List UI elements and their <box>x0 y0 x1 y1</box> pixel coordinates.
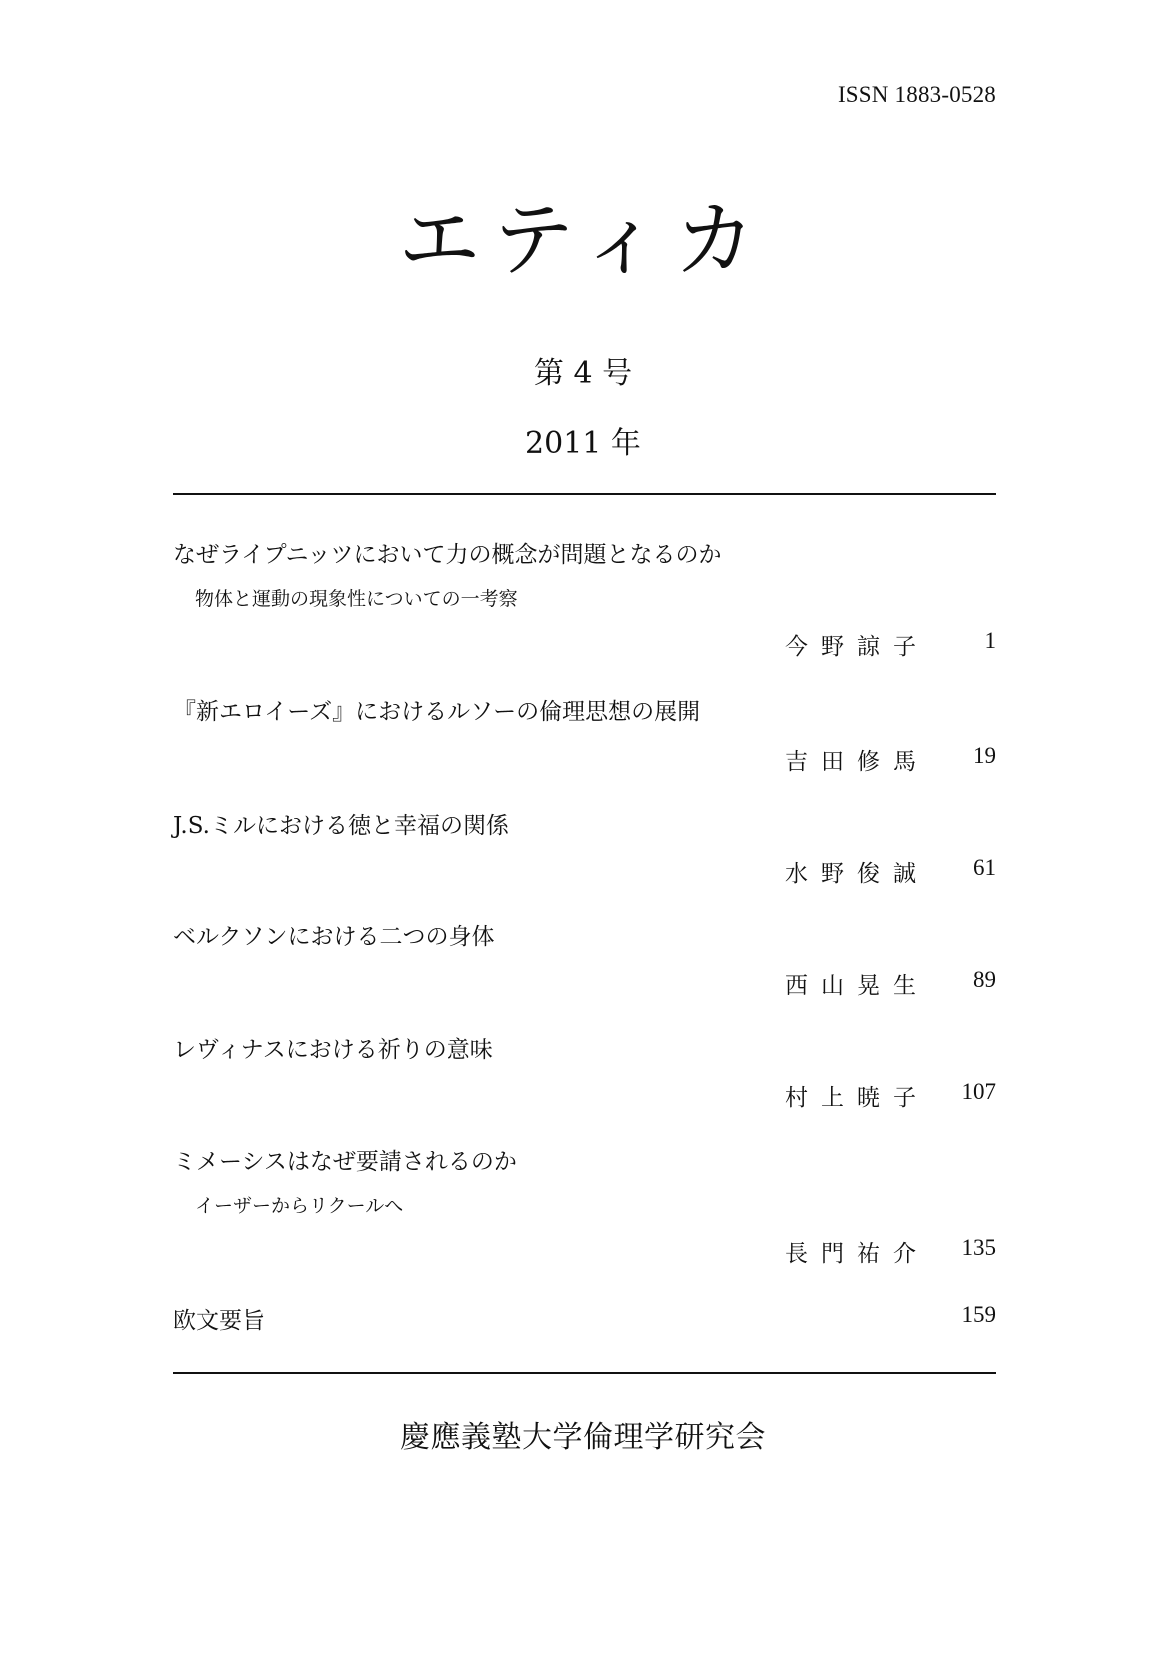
toc-entry-page: 107 <box>961 1079 996 1104</box>
issn: ISSN 1883-0528 <box>837 82 996 107</box>
toc-entry-title: レヴィナスにおける祈りの意味 <box>173 1037 493 1063</box>
toc-entry-title: ミメーシスはなぜ要請されるのか <box>173 1149 517 1175</box>
toc-entry-title: J.S.ミルにおける徳と幸福の関係 <box>173 813 509 839</box>
toc-entry-author: 水野俊誠 <box>785 861 929 887</box>
toc-entry-author: 吉田修馬 <box>785 749 929 775</box>
toc-entry-title: ベルクソンにおける二つの身体 <box>173 924 495 950</box>
toc-entry-title: 欧文要旨 <box>173 1308 265 1334</box>
toc-entry-author: 西山晃生 <box>785 973 929 999</box>
publisher: 慶應義塾大学倫理学研究会 <box>400 1420 766 1455</box>
toc-entry-author: 今野諒子 <box>785 634 929 660</box>
toc-entry-subtitle: イーザーからリクールへ <box>195 1195 404 1217</box>
toc-entry-page: 89 <box>973 967 996 992</box>
toc-entry-page: 61 <box>973 855 996 880</box>
toc-entry-title: なぜライプニッツにおいて力の概念が問題となるのか <box>173 542 722 568</box>
toc-entry-page: 19 <box>973 743 996 768</box>
toc-entry-subtitle: 物体と運動の現象性についての一考察 <box>195 588 518 610</box>
journal-title: エティカ <box>398 193 768 288</box>
toc-entry-author: 長門祐介 <box>785 1241 929 1267</box>
toc-entry-author: 村上暁子 <box>785 1085 929 1111</box>
toc-entry-page: 135 <box>961 1235 996 1260</box>
toc-entry-page: 1 <box>984 628 996 653</box>
toc-entry-page: 159 <box>961 1302 996 1327</box>
issue-number: 第 4 号 <box>533 356 633 391</box>
bottom-divider <box>173 1372 996 1374</box>
publication-year: 2011 年 <box>525 426 641 461</box>
toc-entry-title: 『新エロイーズ』におけるルソーの倫理思想の展開 <box>173 699 701 725</box>
